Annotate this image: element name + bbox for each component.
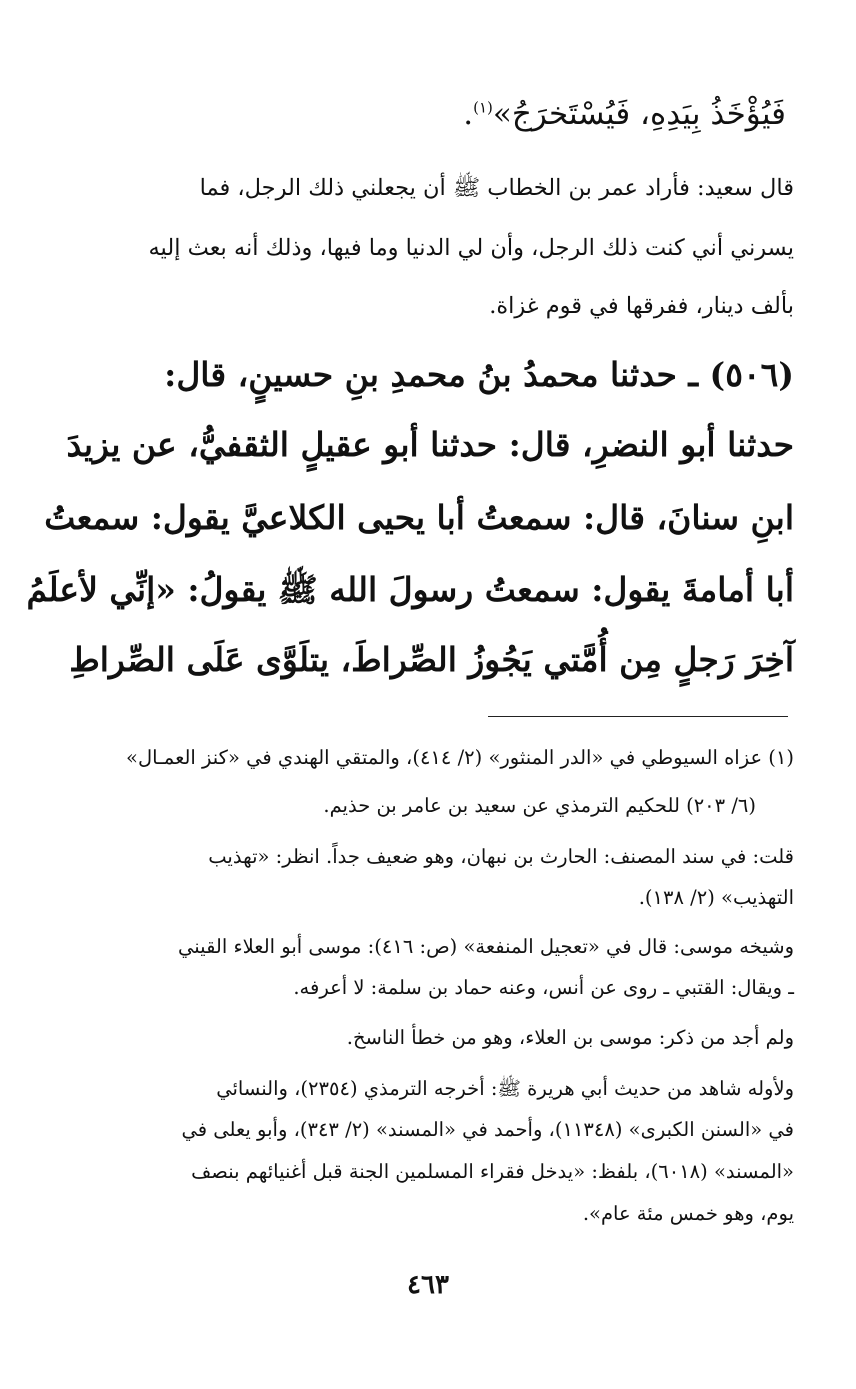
top-line-text: فَيُؤْخَذُ بِيَدِهِ، فَيُسْتَخرَجُ» (492, 96, 786, 132)
footnote-line: قلت: في سند المصنف: الحارث بن نبهان، وهو ضعيف جداً. انظر: «تهذيب (208, 845, 794, 868)
footnote-ref: (١) (473, 98, 493, 117)
footnote-line: ولم أجد من ذكر: موسى بن العلاء، وهو من خطأ الناسخ. (346, 1026, 794, 1049)
footnote-line: وشيخه موسى: قال في «تعجيل المنفعة» (ص: ٤١٦): موسى أبو العلاء القيني (178, 935, 794, 958)
paragraph-line: يسرني أني كنت ذلك الرجل، وأن لي الدنيا وما فيها، وذلك أنه بعث إليه (148, 235, 794, 261)
hadith-line: (٥٠٦) ـ حدثنا محمدُ بنُ محمدِ بنِ حسينٍ، قال: (164, 355, 794, 394)
footnote-line: يوم، وهو خمس مئة عام». (582, 1202, 794, 1225)
top-line-end: . (463, 96, 474, 132)
footnote-line: التهذيب» (٢/ ١٣٨). (638, 886, 794, 909)
hadith-line: آخِرَ رَجلٍ مِن أُمَّتي يَجُوزُ الصِّراطَ، يتلَوَّى عَلَى الصِّراطِ (69, 640, 794, 679)
hadith-line: ابنِ سنانَ، قال: سمعتُ أبا يحيى الكلاعيَّ يقول: سمعتُ (44, 498, 794, 537)
footnote-line: في «السنن الكبرى» (١١٣٤٨)، وأحمد في «المسند» (٢/ ٣٤٣)، وأبو يعلى في (181, 1118, 794, 1141)
footnote-line: (٦/ ٢٠٣) للحكيم الترمذي عن سعيد بن عامر بن حذيم. (323, 794, 756, 817)
page-number: ٤٦٣ (407, 1270, 449, 1300)
paragraph-line: بألف دينار، ففرقها في قوم غزاة. (489, 293, 794, 319)
verse-continuation (60, 96, 786, 132)
hadith-line: حدثنا أبو النضرِ، قال: حدثنا أبو عقيلٍ الثقفيُّ، عن يزيدَ (66, 425, 794, 464)
footnote-line: ـ ويقال: القتبي ـ روى عن أنس، وعنه حماد بن سلمة: لا أعرفه. (293, 976, 794, 999)
footnote-line: «المسند» (٦٠١٨)، بلفظ: «يدخل فقراء المسلمين الجنة قبل أغنيائهم بنصف (191, 1160, 794, 1183)
hadith-line: أبا أمامةَ يقول: سمعتُ رسولَ الله ﷺ يقولُ: «إنِّي لأعلَمُ (26, 570, 794, 609)
footnote-divider (488, 716, 788, 717)
paragraph-line: قال سعيد: فأراد عمر بن الخطاب ﷺ أن يجعلني ذلك الرجل، فما (199, 175, 794, 201)
footnote-line: ولأوله شاهد من حديث أبي هريرة ﷺ: أخرجه الترمذي (٢٣٥٤)، والنسائي (216, 1077, 794, 1100)
footnote-line: (١) عزاه السيوطي في «الدر المنثور» (٢/ ٤١٤)، والمتقي الهندي في «كنز العمـال» (126, 746, 794, 769)
